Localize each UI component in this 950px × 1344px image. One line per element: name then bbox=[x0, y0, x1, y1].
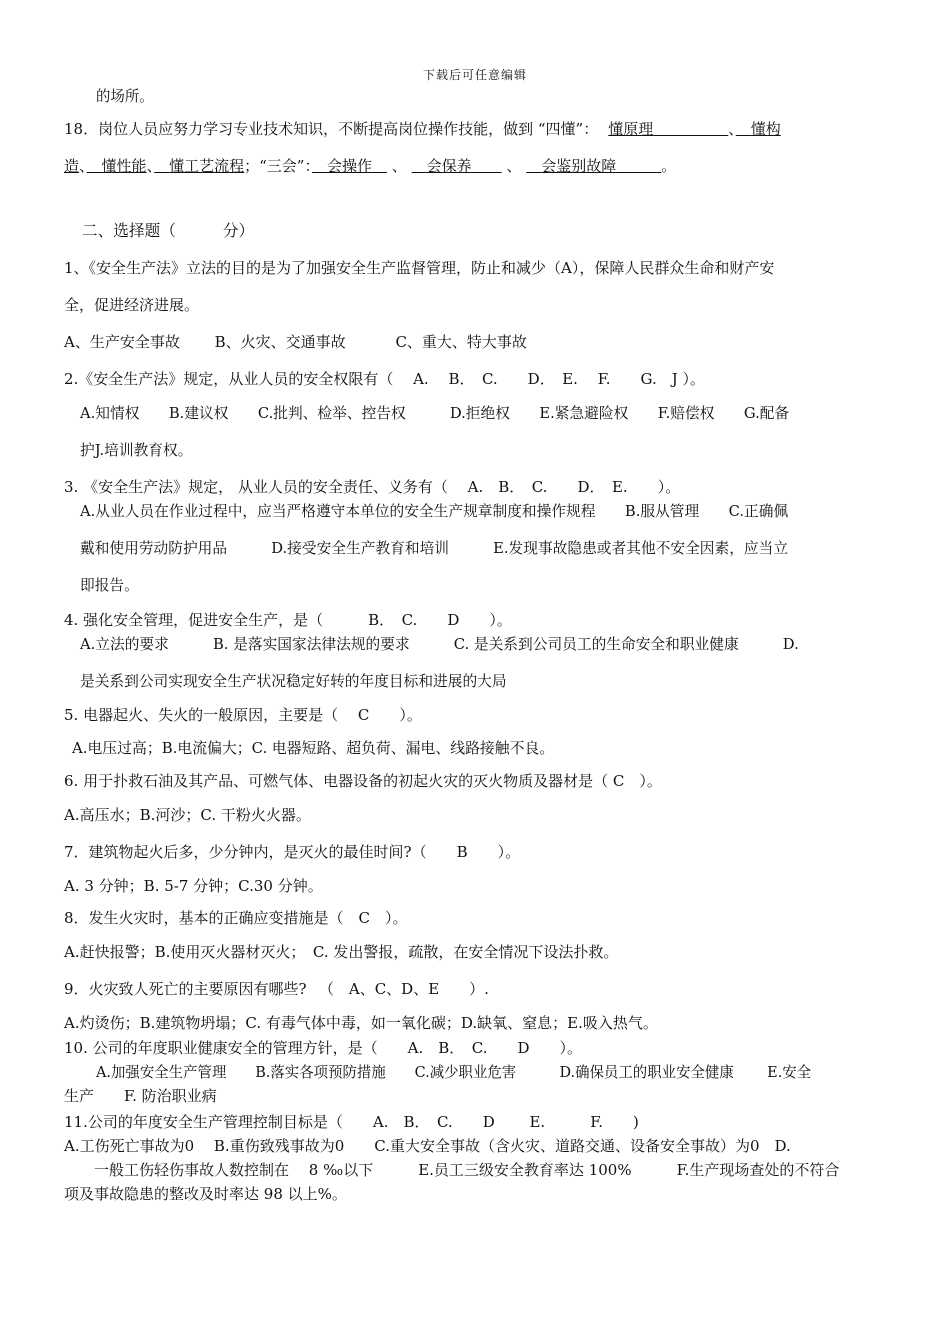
q3-options-2: 戴和使用劳动防护用品 D.接受安全生产教育和培训 E.发现事故隐患或者其他不安全因素，应当立 bbox=[80, 539, 789, 557]
q18-hui1: 会操作 bbox=[326, 157, 372, 175]
q2-options-2: 护J.培训教育权。 bbox=[80, 441, 193, 459]
q17-tail: 的场所。 bbox=[96, 87, 154, 105]
q8-line1: 8．发生火灾时，基本的正确应变措施是（ C ）。 bbox=[64, 909, 408, 927]
q18-dong3: 懂性能 bbox=[101, 157, 147, 175]
q10-options-1: A.加强安全生产管理 B.落实各项预防措施 C.减少职业危害 D.确保员工的职业安全健康 E.安全 bbox=[96, 1063, 812, 1081]
q9-options: A.灼烫伤；B.建筑物坍塌；C. 有毒气体中毒，如一氧化碳；D.缺氧、窒息；E.吸入热气。 bbox=[64, 1014, 658, 1032]
q18-line2: 造、 懂性能、 懂工艺流程；“三会”： 会操作 、 会保养 、 会鉴别故障 。 bbox=[64, 157, 677, 175]
q11-options-1: A.工伤死亡事故为0 B.重伤致残事故为0 C.重大安全事故（含火灾、道路交通、设备安全事故）为0 D. bbox=[64, 1137, 791, 1155]
q2-line1: 2.《安全生产法》规定，从业人员的安全权限有（ A. B． C. D． E. F. G. J ）。 bbox=[64, 370, 706, 388]
q18-prefix: 18．岗位人员应努力学习专业技术知识，不断提高岗位操作技能，做到 “四懂”： bbox=[64, 120, 599, 138]
q4-line1: 4. 强化安全管理，促进安全生产，是（ B． C. D ）。 bbox=[64, 611, 512, 629]
q7-options: A. 3 分钟；B. 5-7 分钟；C.30 分钟。 bbox=[64, 877, 323, 895]
page-header: 下载后可任意编辑 bbox=[422, 68, 527, 82]
q4-options-2: 是关系到公司实现安全生产状况稳定好转的年度目标和进展的大局 bbox=[80, 672, 507, 690]
q2-options-1: A.知情权 B.建议权 C.批判、检举、控告权 D.拒绝权 E.紧急避险权 F.赔偿权 G.配备 bbox=[80, 404, 790, 422]
q11-options-3: 项及事故隐患的整改及时率达 98 以上%。 bbox=[64, 1185, 347, 1203]
q10-line1: 10. 公司的年度职业健康安全的管理方针，是（ A. B． C. D ）。 bbox=[64, 1039, 582, 1057]
q1-line1: 1、《安全生产法》立法的目的是为了加强安全生产监督管理，防止和减少（A），保障人民群众生命和财产安 bbox=[64, 259, 775, 277]
q18-sep: 、 bbox=[728, 120, 736, 138]
q6-options: A.高压水；B.河沙；C. 干粉火火器。 bbox=[64, 806, 311, 824]
q18-dong1: 懂原理 bbox=[608, 120, 654, 138]
q18-dong2-a: 懂构 bbox=[750, 120, 781, 138]
q3-options-1: A.从业人员在作业过程中，应当严格遵守本单位的安全生产规章制度和操作规程 B.服从管理 C.正确佩 bbox=[80, 502, 789, 520]
q11-line1: 11.公司的年度安全生产管理控制目标是（ A. B． C. D E. F. ) bbox=[64, 1113, 639, 1131]
q18-hui-label: ；“三会”： bbox=[244, 157, 312, 175]
q6-line1: 6. 用于扑救石油及其产品、可燃气体、电器设备的初起火灾的灭火物质及器材是（ C ）。 bbox=[64, 772, 662, 790]
q3-line1: 3. 《安全生产法》规定， 从业人员的安全责任、义务有（ A. B． C. D． E. ）。 bbox=[64, 478, 681, 496]
q4-options-1: A.立法的要求 B. 是落实国家法律法规的要求 C. 是关系到公司员工的生命安全和职业健康 D. bbox=[80, 635, 799, 653]
q10-options-2: 生产 F. 防治职业病 bbox=[64, 1087, 217, 1105]
q1-options: A、生产安全事故 B、火灾、交通事故 C、重大、特大事故 bbox=[64, 333, 527, 351]
q3-options-3: 即报告。 bbox=[80, 576, 139, 594]
q5-options: A.电压过高；B.电流偏大；C. 电器短路、超负荷、漏电、线路接触不良。 bbox=[72, 739, 555, 757]
q1-line2: 全，促进经济进展。 bbox=[64, 296, 200, 314]
q11-options-2: 一般工伤轻伤事故人数控制在 8 ‰以下 E.员工三级安全教育率达 100% F.生产现场查处的不符合 bbox=[64, 1161, 840, 1179]
q7-line1: 7．建筑物起火后多，少分钟内，是灭火的最佳时间?（ B ）。 bbox=[64, 843, 521, 861]
section-title: 二、选择题（ 分） bbox=[82, 221, 255, 240]
q18-dong4: 懂工艺流程 bbox=[169, 157, 245, 175]
q18-dong2-b: 造 bbox=[64, 157, 80, 175]
q18-hui2: 会保养 bbox=[426, 157, 472, 175]
q8-options: A.赶快报警；B.使用灭火器材灭火； C. 发出警报，疏散，在安全情况下设法扑救。 bbox=[64, 943, 619, 961]
q5-line1: 5. 电器起火、失火的一般原因，主要是（ C ）。 bbox=[64, 706, 422, 724]
q9-line1: 9．火灾致人死亡的主要原因有哪些? （ A、C、D、E ）. bbox=[64, 980, 489, 998]
q18-hui3: 会鉴别故障 bbox=[541, 157, 617, 175]
q18-line1 bbox=[64, 119, 894, 139]
